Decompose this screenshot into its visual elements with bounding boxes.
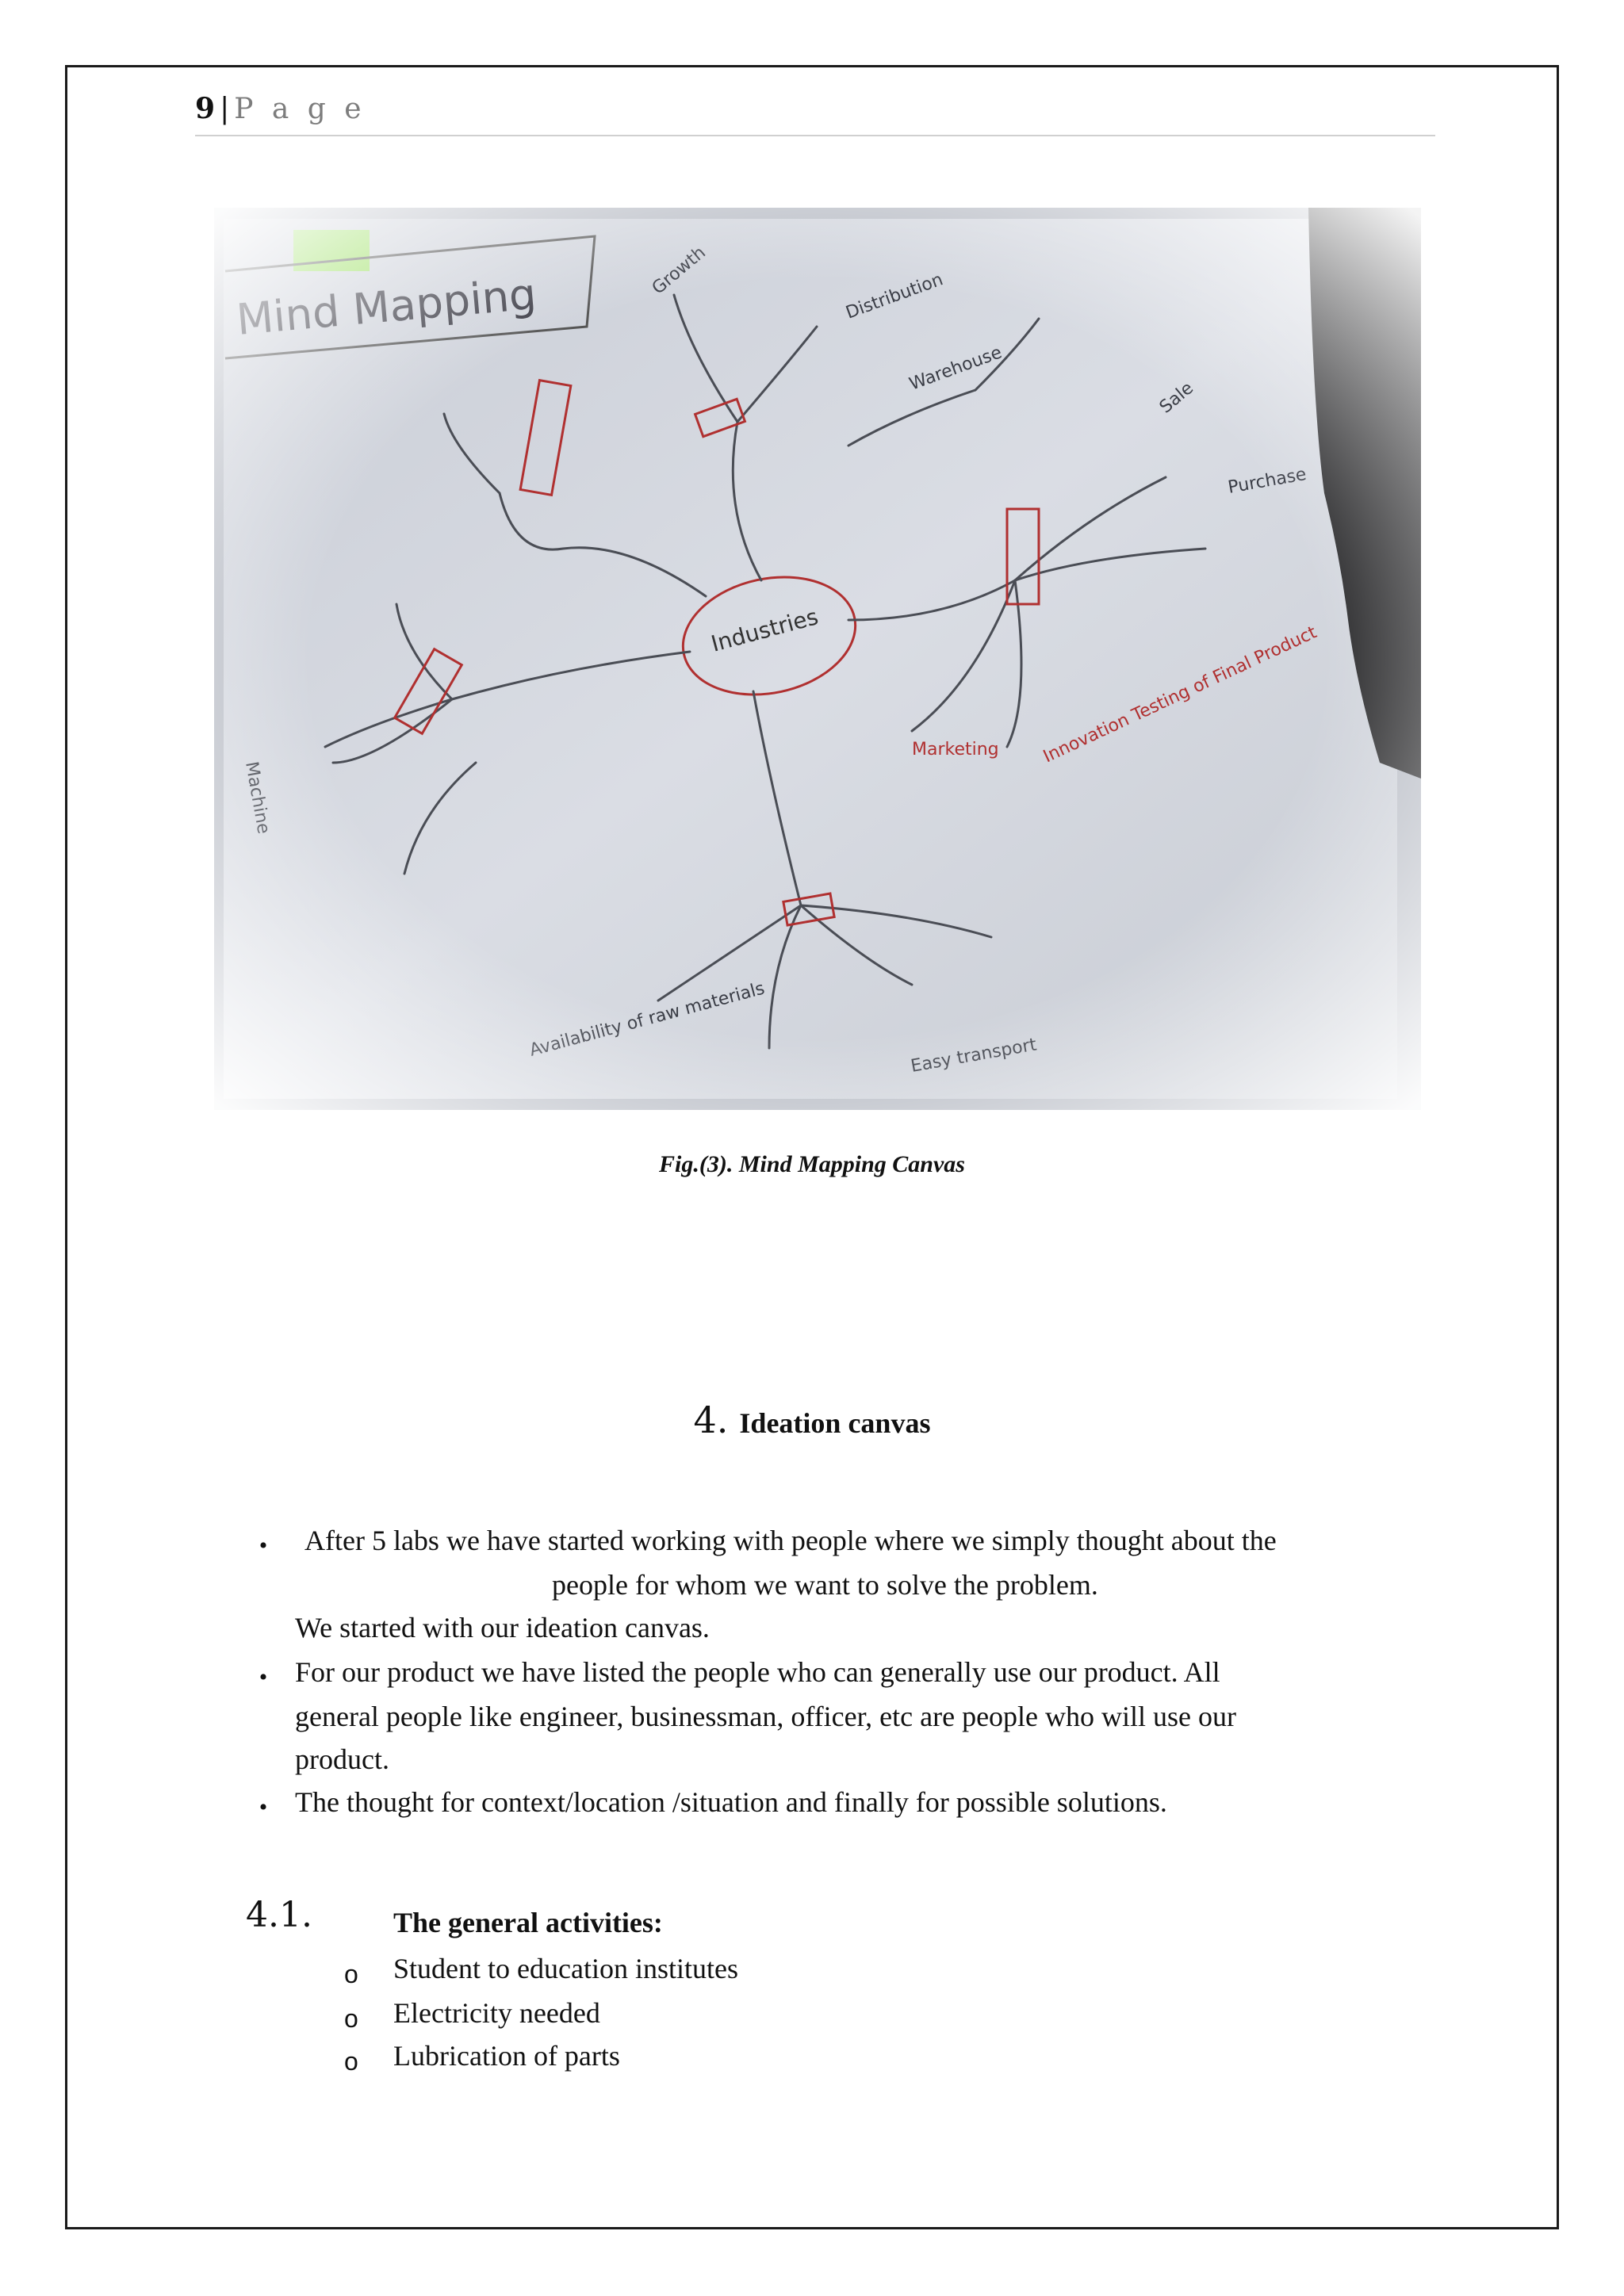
figure-caption: Fig.(3). Mind Mapping Canvas	[659, 1151, 965, 1177]
activity-1-marker: o	[344, 1960, 358, 1988]
subsection-heading	[246, 1895, 663, 1938]
activity-item-1: Student to education institutes	[393, 1953, 738, 1984]
paragraph-1-line-2: people for whom we want to solve the problem.	[552, 1569, 1098, 1601]
bullet-2-marker: •	[259, 1664, 268, 1690]
paragraph-2-line-3: product.	[295, 1743, 389, 1775]
page-label: P a g e	[234, 93, 366, 125]
subsection-title: The general activities:	[393, 1907, 663, 1938]
section-title: Ideation canvas	[739, 1407, 931, 1439]
section-number: 4.	[693, 1399, 729, 1441]
section-heading	[0, 1399, 1624, 1441]
page-header	[195, 92, 1435, 136]
bullet-3-marker: •	[259, 1794, 268, 1820]
activity-item-2: Electricity needed	[393, 1997, 600, 2029]
mind-map-photo	[214, 208, 1421, 1110]
activity-item-3: Lubrication of parts	[393, 2040, 620, 2072]
activity-3-marker: o	[344, 2047, 358, 2076]
paragraph-1-line-3: We started with our ideation canvas.	[295, 1612, 710, 1644]
bullet-1-marker: •	[259, 1533, 268, 1559]
paragraph-3-line-1: The thought for context/location /situation and finally for possible solutions.	[295, 1786, 1167, 1818]
paragraph-2-line-1: For our product we have listed the people who can generally use our product. All	[295, 1656, 1220, 1688]
mind-map-photo-drawing	[214, 208, 1421, 1110]
header-separator: |	[220, 93, 230, 125]
paragraph-1-line-1: After 5 labs we have started working with people where we simply thought about the	[304, 1525, 1277, 1556]
activity-2-marker: o	[344, 2004, 358, 2033]
subsection-number: 4.1.	[246, 1895, 312, 1935]
paragraph-2-line-2: general people like engineer, businessman, officer, etc are people who will use our	[295, 1701, 1237, 1732]
page-number: 9	[195, 92, 216, 125]
